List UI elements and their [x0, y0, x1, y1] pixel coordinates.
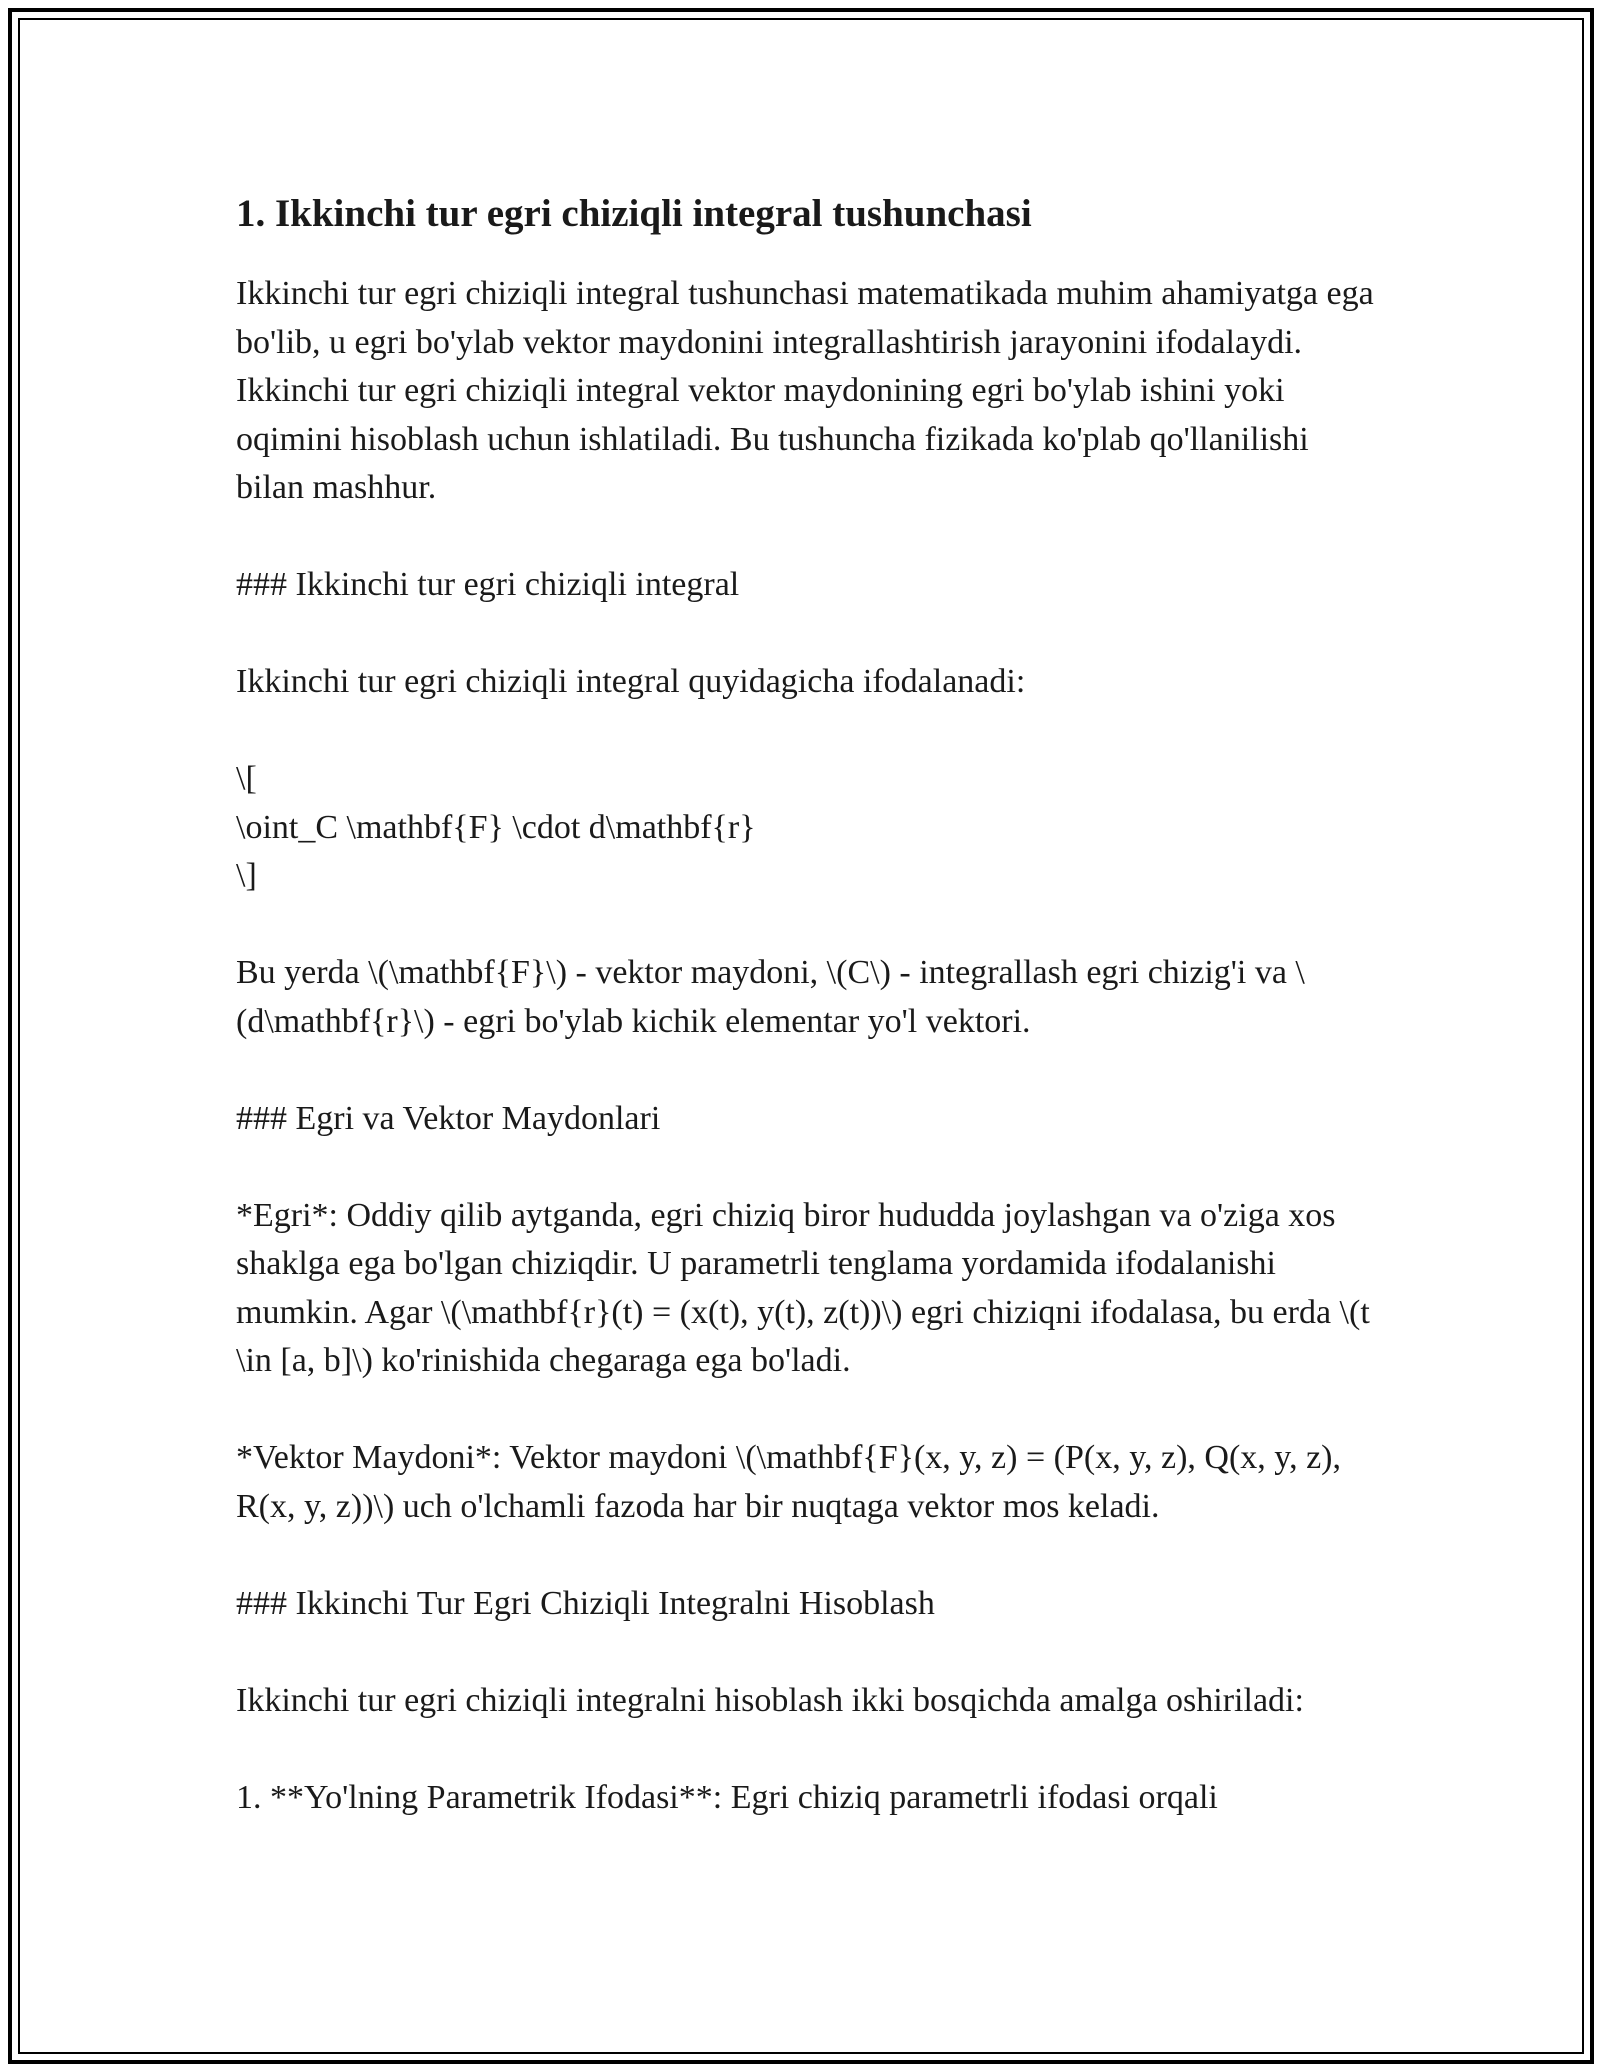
vector-field-paragraph: *Vektor Maydoni*: Vektor maydoni \(\mathbf{F}(x, y, z) = (P(x, y, z), Q(x, y, z), R(x, y, z))\) uch o'lchamli fazoda har bir nuqtaga vektor mos keladi.	[236, 1439, 1341, 1525]
subheading-curves-fields: ### Egri va Vektor Maydonlari	[236, 1099, 661, 1137]
integral-definition-paragraph: Ikkinchi tur egri chiziqli integral quyidagicha ifodalanadi:	[236, 663, 1026, 700]
symbols-explanation-paragraph: Bu yerda \(\mathbf{F}\) - vektor maydoni, \(C\) - integrallash egri chizig'i va \(d\mathbf{r}\) - egri bo'ylab kichik elementar yo'l vektori.	[236, 954, 1305, 1040]
list-item: 1. **Yo'lning Parametrik Ifodasi**: Egri chiziq parametrli ifodasi orqali	[236, 1778, 1218, 1816]
document-body	[236, 186, 1376, 1822]
equation-open: \[	[236, 760, 257, 797]
computation-intro-paragraph: Ikkinchi tur egri chiziqli integralni hisoblash ikki bosqichda amalga oshiriladi:	[236, 1681, 1304, 1719]
curve-definition-paragraph: *Egri*: Oddiy qilib aytganda, egri chiziq biror hududda joylashgan va o'ziga xos shaklga ega bo'lgan chiziqdir. U parametrli tenglama yordamida ifodalanishi mumkin. Agar \(\mathbf{r}(t) = (x(t), y(t), z(t))\) egri chiziqni ifodalasa, bu erda \(t \in [a, b]\) ko'rinishida chegaraga ega bo'ladi.	[236, 1196, 1370, 1379]
subheading-integral: ### Ikkinchi tur egri chiziqli integral	[236, 566, 740, 603]
subheading-computation: ### Ikkinchi Tur Egri Chiziqli Integralni Hisoblash	[236, 1584, 935, 1622]
intro-paragraph: Ikkinchi tur egri chiziqli integral tushunchasi matematikada muhim ahamiyatga ega bo'lib, u egri bo'ylab vektor maydonini integrallashtirish jarayonini ifodalaydi. Ikkinchi tur egri chiziqli integral vektor maydonining egri bo'ylab ishini yoki oqimini hisoblash uchun ishlatiladi. Bu tushuncha fizikada ko'plab qo'llanilishi bilan mashhur.	[236, 275, 1374, 506]
equation-close: \]	[236, 857, 257, 894]
section-heading: 1. Ikkinchi tur egri chiziqli integral tushunchasi	[236, 192, 1032, 235]
equation-body: \oint_C \mathbf{F} \cdot d\mathbf{r}	[236, 808, 756, 846]
